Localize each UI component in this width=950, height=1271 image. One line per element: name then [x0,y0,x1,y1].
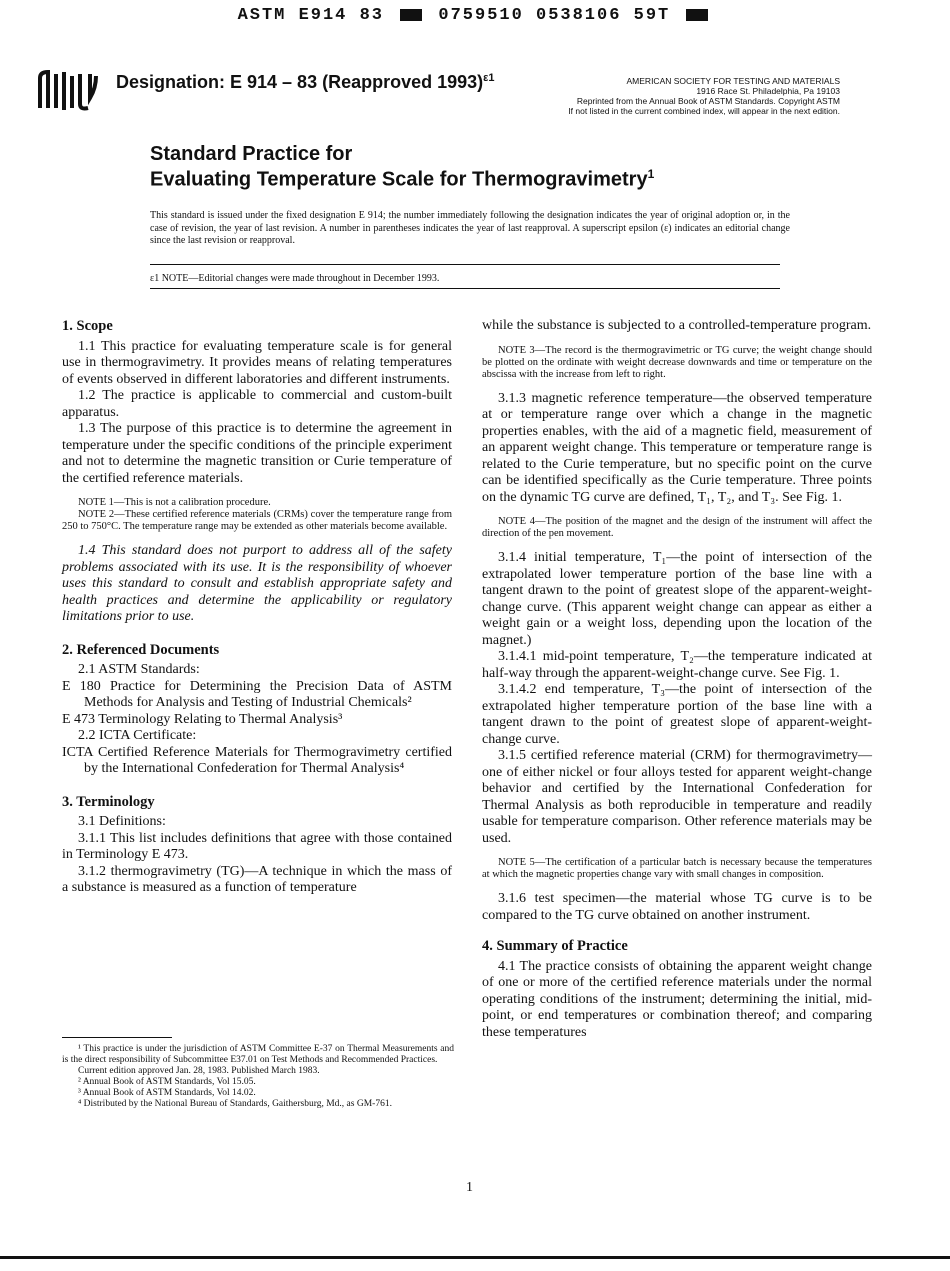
society-reprint: Reprinted from the Annual Book of ASTM Standards. Copyright ASTM [576,96,840,106]
note: NOTE 4—The position of the magnet and the design of the instrument will affect the direction of the pen movement. [482,516,872,539]
paragraph: 3.1.6 test specimen—the material whose TG curve is to be compared to the TG curve obtained on another instrument. [482,891,872,923]
paragraph: 3.1.2 thermogravimetry (TG)—A technique in which the mass of a substance is measured as a function of temperature [62,863,452,895]
section-heading: 1. Scope [62,318,113,334]
divider [150,264,780,265]
title-line-2 [150,167,654,192]
reference-item: ICTA Certified Reference Materials for Thermogravimetry certified by the International Confederation for Thermal Analysis⁴ [62,744,452,776]
designation-superscript: ε1 [483,72,495,84]
note: NOTE 3—The record is the thermogravimetric or TG curve; the weight change should be plotted on the ordinate with weight decrease downwards and time or temperature on the abscissa with the increase from left to right. [482,344,872,380]
title-text: Evaluating Temperature Scale for Thermogravimetry [150,168,648,191]
paragraph: 3.1.4.1 mid-point temperature, T₂—the temperature indicated at half-way through the apparent-weight-change curve. See Fig. 1. [482,649,872,681]
issuance-statement: This standard is issued under the fixed designation E 914; the number immediately following the designation indicates the year of original adoption or, in the case of revision, the year of last revision. A number in parentheses indicates the year of last reapproval. A superscript epsilon (ε) indicates an editorial change since the last revision or reapproval. [150,210,790,246]
paragraph: 3.1.4 initial temperature, T₁—the point of intersection of the extrapolated lower temperature portion of the base line with a tangent drawn to the point of greatest slope of the apparent-weight-change curve. (This apparent weight change can appear as either a weight gain or a weight loss, depending upon the location of the magnet.) [482,550,872,648]
designation-text: Designation: E 914 – 83 (Reapproved 1993) [116,72,484,92]
astm-logo-icon [36,68,100,114]
paragraph: 3.1.1 This list includes definitions that agree with those contained in Terminology E 473. [62,830,452,862]
divider [150,288,780,289]
section-heading: 2. Referenced Documents [62,641,220,658]
scan-header [0,6,950,25]
section-heading: 3. Terminology [62,793,155,810]
paragraph: 2.1 ASTM Standards: [78,662,200,677]
footnote: Current edition approved Jan. 28, 1983. Published March 1983. [78,1066,320,1076]
reference-item: E 473 Terminology Relating to Thermal Analysis³ [62,711,343,727]
paragraph: while the substance is subjected to a controlled-temperature program. [482,318,872,333]
title-footnote-ref: 1 [647,167,655,181]
scan-code-2: 0759510 0538106 59T [438,6,671,25]
note: NOTE 2—These certified reference materials (CRMs) cover the temperature range from 250 to 750°C. The temperature range may be extended as other materials become available. [62,509,452,532]
paragraph: 3.1.3 magnetic reference temperature—the observed temperature at or temperature range over which a change in the magnetic properties enables, with the aid of a magnetic field, measurement of an apparent weight change. This temperature or temperature range is related to the Curie temperature, but no specific point on the curve can be identified specifically as the Curie temperature. Three points on the dynamic TG curve are defined, T₁, T₂, and T₃. See Fig. 1. [482,390,872,505]
redaction-block-icon [686,9,708,21]
paragraph: 3.1 Definitions: [78,814,166,829]
paragraph: 4.1 The practice consists of obtaining the apparent weight change of one or more of the certified reference materials under the normal operating conditions of the instrument; determining the initial, mid-point, or end temperatures or combination thereof; and comparing these temperatures [482,958,872,1040]
footnote: ⁴ Distributed by the National Bureau of Standards, Gaithersburg, Md., as GM-761. [78,1099,392,1109]
footnotes [62,1044,454,1110]
paragraph: 1.2 The practice is applicable to commercial and custom-built apparatus. [62,388,452,420]
title-line-1: Standard Practice for [150,143,353,165]
footnote: ³ Annual Book of ASTM Standards, Vol 14.02. [78,1088,256,1098]
footnote-divider [62,1037,172,1038]
scan-code: ASTM E914 83 [237,6,384,25]
redaction-block-icon [400,9,422,21]
paragraph: 3.1.5 certified reference material (CRM) for thermogravimetry—one of either nickel or four alloys tested for apparent weight-change behavior and certified by the International Confederation for Thermal Analysis as both reproducible in temperature and readily usable for temperature comparison. Other reference materials may be used. [482,748,872,846]
note: NOTE 1—This is not a calibration procedure. [78,497,271,508]
footnote: ² Annual Book of ASTM Standards, Vol 15.05. [78,1077,256,1087]
designation [116,72,494,93]
paragraph: 2.2 ICTA Certificate: [78,728,197,743]
footnote: ¹ This practice is under the jurisdiction of ASTM Committee E-37 on Thermal Measurements and is the direct responsibility of Subcommittee E37.01 on Test Methods and Recommended Practices. [62,1044,454,1065]
society-address: 1916 Race St. Philadelphia, Pa 19103 [696,86,840,96]
paragraph: 1.3 The purpose of this practice is to determine the agreement in temperature under the specific conditions of the principle experiment and not to determine the magnetic transition or Curie temperature of the certified reference materials. [62,421,452,486]
page-number: 1 [466,1180,473,1195]
right-column [482,318,872,1041]
left-column [62,318,452,897]
reference-item: E 180 Practice for Determining the Precision Data of ASTM Methods for Analysis and Testing of Industrial Chemicals² [62,678,452,710]
society-name: AMERICAN SOCIETY FOR TESTING AND MATERIALS [626,76,840,86]
editorial-note: ε1 NOTE—Editorial changes were made throughout in December 1993. [150,273,440,284]
note: NOTE 5—The certification of a particular batch is necessary because the temperatures at which the magnetic properties change vary with small changes in composition. [482,857,872,880]
section-heading: 4. Summary of Practice [482,938,628,954]
paragraph: 1.1 This practice for evaluating temperature scale is for general use in thermogravimetry. It provides means of relating temperatures of events observed in different laboratories and different instruments. [62,338,452,387]
paragraph: 1.4 This standard does not purport to address all of the safety problems associated with its use. It is the responsibility of whoever uses this standard to consult and establish appropriate safety and health practices and determine the applicability or regulatory limitations prior to use. [62,543,452,624]
society-edition: If not listed in the current combined index, will appear in the next edition. [568,106,840,116]
society-info [480,76,840,116]
scan-border [0,1256,950,1259]
paragraph: 3.1.4.2 end temperature, T₃—the point of intersection of the extrapolated higher temperature portion of the base line with a tangent drawn to the point of greatest slope of apparent-weight-change curve. [482,682,872,747]
